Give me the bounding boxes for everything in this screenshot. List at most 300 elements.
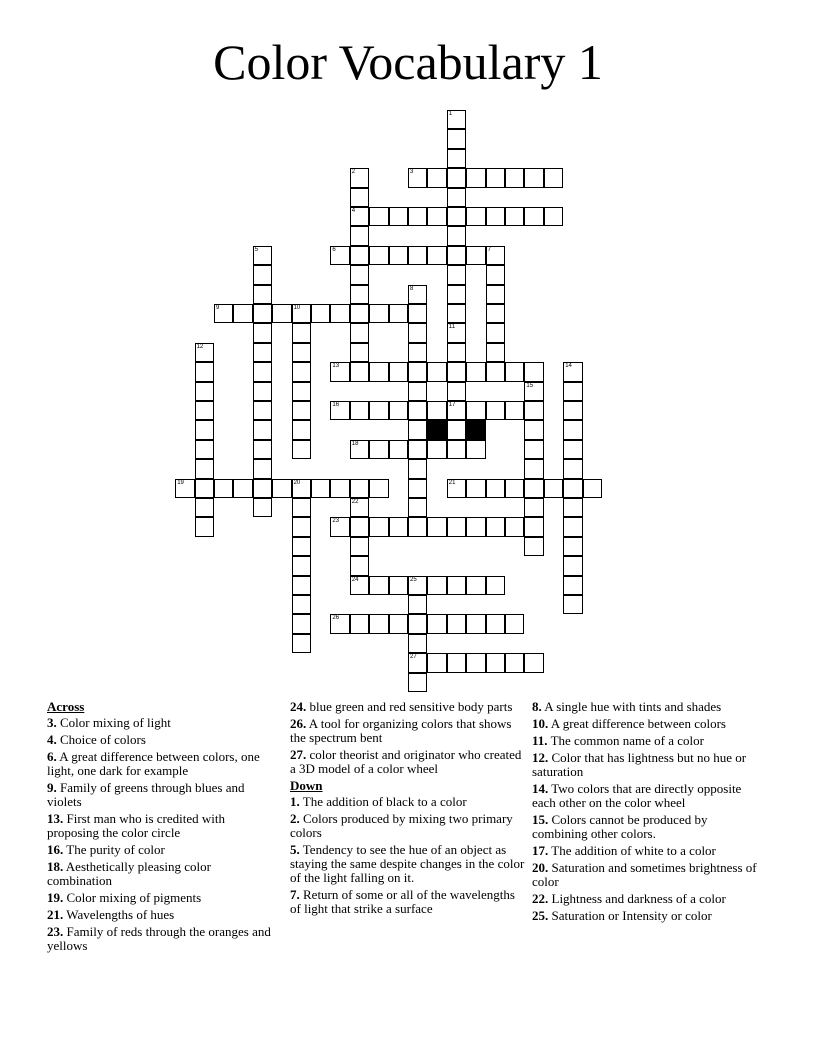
grid-cell[interactable] xyxy=(447,110,466,129)
grid-cell[interactable] xyxy=(563,556,582,575)
grid-cell[interactable] xyxy=(350,401,369,420)
grid-cell[interactable] xyxy=(524,401,543,420)
clue-text: The purity of color xyxy=(66,842,165,857)
grid-cell[interactable] xyxy=(175,479,194,498)
grid-cell[interactable] xyxy=(505,362,524,381)
grid-cell[interactable] xyxy=(253,479,272,498)
grid-cell[interactable] xyxy=(292,634,311,653)
clue-text: Choice of colors xyxy=(60,732,146,747)
grid-cell[interactable] xyxy=(195,382,214,401)
down-clue xyxy=(532,782,762,810)
clues-column-3 xyxy=(532,700,762,926)
grid-cell[interactable] xyxy=(253,246,272,265)
clue-number: 16 xyxy=(332,402,340,408)
grid-cell[interactable] xyxy=(563,401,582,420)
grid-cell[interactable] xyxy=(350,304,369,323)
grid-cell[interactable] xyxy=(350,556,369,575)
clue-text: A single hue with tints and shades xyxy=(544,699,722,714)
grid-cell[interactable] xyxy=(195,459,214,478)
across-clue xyxy=(47,860,275,888)
grid-cell[interactable] xyxy=(563,576,582,595)
clue-number: 6 xyxy=(332,246,336,253)
grid-cell[interactable] xyxy=(408,304,427,323)
grid-cell[interactable] xyxy=(408,673,427,692)
grid-cell[interactable] xyxy=(524,498,543,517)
grid-cell[interactable] xyxy=(253,343,272,362)
across-clue xyxy=(47,812,275,840)
grid-cell[interactable] xyxy=(524,420,543,439)
grid-cell[interactable] xyxy=(408,576,427,595)
grid-cell[interactable] xyxy=(583,479,602,498)
grid-cell[interactable] xyxy=(233,304,252,323)
grid-cell[interactable] xyxy=(195,440,214,459)
grid-cell[interactable] xyxy=(466,401,485,420)
grid-cell[interactable] xyxy=(563,382,582,401)
grid-cell[interactable] xyxy=(447,362,466,381)
clue-text: First man who is credited with proposing the color circle xyxy=(47,811,226,840)
grid-cell[interactable] xyxy=(292,362,311,381)
grid-cell[interactable] xyxy=(369,207,388,226)
grid-cell[interactable] xyxy=(369,246,388,265)
grid-cell[interactable] xyxy=(369,517,388,536)
grid-cell[interactable] xyxy=(369,362,388,381)
grid-cell[interactable] xyxy=(389,362,408,381)
clue-number: 3. xyxy=(47,715,57,730)
grid-cell[interactable] xyxy=(563,537,582,556)
grid-cell[interactable] xyxy=(524,459,543,478)
grid-cell[interactable] xyxy=(408,420,427,439)
across-heading: Across xyxy=(47,699,85,714)
clue-number: 19 xyxy=(177,479,184,486)
grid-cell[interactable] xyxy=(369,304,388,323)
down-clue xyxy=(532,717,762,731)
clue-number: 9. xyxy=(47,780,57,795)
grid-cell[interactable] xyxy=(427,517,446,536)
clue-number: 13. xyxy=(47,811,64,826)
clue-number: 4. xyxy=(47,732,57,747)
clue-number: 9 xyxy=(216,305,220,311)
grid-cell[interactable] xyxy=(524,653,543,672)
clue-number: 18. xyxy=(47,859,64,874)
clue-text: Aesthetically pleasing color combination xyxy=(47,859,211,888)
grid-cell[interactable] xyxy=(369,614,388,633)
grid-cell[interactable] xyxy=(427,653,446,672)
clue-number: 20. xyxy=(532,860,549,875)
grid-cell[interactable] xyxy=(524,362,543,381)
grid-cell[interactable] xyxy=(486,285,505,304)
grid-cell[interactable] xyxy=(505,207,524,226)
grid-cell[interactable] xyxy=(447,226,466,245)
clue-number: 22. xyxy=(532,891,549,906)
grid-cell[interactable] xyxy=(524,537,543,556)
across-clue xyxy=(290,748,526,776)
grid-cell[interactable] xyxy=(408,168,427,187)
grid-cell[interactable] xyxy=(369,440,388,459)
clue-number: 14 xyxy=(565,363,572,370)
grid-cell[interactable] xyxy=(195,401,214,420)
grid-cell[interactable] xyxy=(466,479,485,498)
grid-cell[interactable] xyxy=(253,498,272,517)
grid-cell[interactable] xyxy=(292,576,311,595)
grid-cell[interactable] xyxy=(389,440,408,459)
grid-cell[interactable] xyxy=(350,285,369,304)
grid-cell[interactable] xyxy=(447,517,466,536)
clue-number: 1 xyxy=(448,111,453,117)
grid-cell[interactable] xyxy=(350,246,369,265)
grid-cell[interactable] xyxy=(466,246,485,265)
grid-cell[interactable] xyxy=(389,304,408,323)
grid-cell[interactable] xyxy=(447,207,466,226)
grid-cell[interactable] xyxy=(524,479,543,498)
grid-cell[interactable] xyxy=(195,343,214,362)
grid-cell[interactable] xyxy=(505,517,524,536)
grid-cell[interactable] xyxy=(544,168,563,187)
clue-number: 10 xyxy=(293,305,301,311)
grid-cell[interactable] xyxy=(214,479,233,498)
grid-cell[interactable] xyxy=(253,401,272,420)
grid-cell[interactable] xyxy=(466,168,485,187)
grid-cell[interactable] xyxy=(350,479,369,498)
grid-cell[interactable] xyxy=(330,362,349,381)
grid-cell[interactable] xyxy=(253,459,272,478)
grid-cell[interactable] xyxy=(447,401,466,420)
clue-number: 11 xyxy=(448,324,456,331)
grid-cell[interactable] xyxy=(505,479,524,498)
grid-cell[interactable] xyxy=(350,343,369,362)
clue-number: 25 xyxy=(410,576,417,583)
across-clue xyxy=(47,891,275,905)
grid-cell[interactable] xyxy=(408,634,427,653)
clue-text: Colors cannot be produced by combining other colors. xyxy=(532,812,708,841)
grid-cell[interactable] xyxy=(292,343,311,362)
clue-number: 2 xyxy=(351,169,356,176)
clue-number: 12. xyxy=(532,750,549,765)
clue-text: Family of reds through the oranges and yellows xyxy=(47,924,271,953)
grid-cell[interactable] xyxy=(311,479,330,498)
grid-cell[interactable] xyxy=(253,440,272,459)
grid-cell[interactable] xyxy=(350,168,369,187)
grid-cell[interactable] xyxy=(350,207,369,226)
grid-cell[interactable] xyxy=(447,576,466,595)
grid-cell[interactable] xyxy=(292,401,311,420)
grid-cell[interactable] xyxy=(466,653,485,672)
grid-cell[interactable] xyxy=(408,459,427,478)
clue-number: 21 xyxy=(448,479,456,486)
clue-number: 16. xyxy=(47,842,64,857)
down-clue xyxy=(532,844,762,858)
clue-number: 8 xyxy=(410,285,414,292)
clue-number: 10. xyxy=(532,716,549,731)
grid-cell[interactable] xyxy=(408,285,427,304)
down-clue xyxy=(290,812,526,840)
grid-cell[interactable] xyxy=(350,323,369,342)
grid-cell[interactable] xyxy=(253,304,272,323)
grid-cell[interactable] xyxy=(330,614,349,633)
clue-number: 24 xyxy=(351,576,359,583)
grid-cell[interactable] xyxy=(486,343,505,362)
grid-cell[interactable] xyxy=(563,459,582,478)
grid-cell[interactable] xyxy=(563,362,582,381)
clue-number: 11. xyxy=(532,733,548,748)
clue-text: Lightness and darkness of a color xyxy=(551,891,726,906)
grid-cell[interactable] xyxy=(486,265,505,284)
grid-cell[interactable] xyxy=(350,537,369,556)
clue-text: A great difference between colors, one light, one dark for example xyxy=(47,749,260,778)
clue-text: Color that has lightness but no hue or saturation xyxy=(532,750,747,779)
grid-cell[interactable] xyxy=(505,168,524,187)
grid-cell[interactable] xyxy=(330,304,349,323)
grid-cell[interactable] xyxy=(447,168,466,187)
grid-cell[interactable] xyxy=(505,401,524,420)
grid-cell[interactable] xyxy=(427,440,446,459)
grid-cell[interactable] xyxy=(447,246,466,265)
grid-cell[interactable] xyxy=(447,440,466,459)
across-clue xyxy=(47,733,275,747)
grid-cell[interactable] xyxy=(408,517,427,536)
grid-cell[interactable] xyxy=(447,265,466,284)
grid-cell[interactable] xyxy=(427,401,446,420)
grid-cell[interactable] xyxy=(447,479,466,498)
grid-cell[interactable] xyxy=(447,285,466,304)
clue-number: 24. xyxy=(290,699,307,714)
clue-number: 8. xyxy=(532,699,542,714)
across-clue xyxy=(47,781,275,809)
grid-cell[interactable] xyxy=(486,246,505,265)
grid-cell[interactable] xyxy=(408,207,427,226)
grid-cell[interactable] xyxy=(350,362,369,381)
across-clue xyxy=(47,908,275,922)
grid-cell[interactable] xyxy=(544,207,563,226)
grid-cell[interactable] xyxy=(447,382,466,401)
grid-cell[interactable] xyxy=(369,401,388,420)
clue-number: 1. xyxy=(290,794,300,809)
clue-number: 22 xyxy=(351,499,359,505)
grid-cell[interactable] xyxy=(447,420,466,439)
grid-cell[interactable] xyxy=(447,614,466,633)
grid-cell[interactable] xyxy=(350,226,369,245)
down-clue xyxy=(532,909,762,923)
grid-cell[interactable] xyxy=(524,382,543,401)
grid-cell[interactable] xyxy=(253,420,272,439)
clues-column-1 xyxy=(47,700,275,956)
grid-cell[interactable] xyxy=(292,614,311,633)
grid-cell[interactable] xyxy=(408,614,427,633)
grid-cell[interactable] xyxy=(369,576,388,595)
grid-cell[interactable] xyxy=(524,517,543,536)
grid-cell[interactable] xyxy=(408,246,427,265)
grid-cell[interactable] xyxy=(427,168,446,187)
clue-number: 27 xyxy=(410,654,417,661)
grid-cell[interactable] xyxy=(486,323,505,342)
clue-number: 14. xyxy=(532,781,549,796)
grid-cell[interactable] xyxy=(486,479,505,498)
grid-cell[interactable] xyxy=(350,517,369,536)
grid-cell[interactable] xyxy=(447,653,466,672)
grid-cell[interactable] xyxy=(292,537,311,556)
grid-cell[interactable] xyxy=(466,576,485,595)
grid-cell[interactable] xyxy=(408,498,427,517)
clue-text: The addition of black to a color xyxy=(302,794,467,809)
grid-cell[interactable] xyxy=(330,246,349,265)
grid-cell[interactable] xyxy=(292,498,311,517)
grid-cell[interactable] xyxy=(486,207,505,226)
grid-cell[interactable] xyxy=(253,382,272,401)
grid-cell[interactable] xyxy=(350,614,369,633)
grid-cell[interactable] xyxy=(350,440,369,459)
grid-cell[interactable] xyxy=(447,343,466,362)
grid-cell[interactable] xyxy=(350,498,369,517)
grid-cell[interactable] xyxy=(524,168,543,187)
grid-cell[interactable] xyxy=(524,440,543,459)
grid-cell[interactable] xyxy=(408,479,427,498)
grid-cell[interactable] xyxy=(447,323,466,342)
grid-cell[interactable] xyxy=(195,420,214,439)
grid-cell[interactable] xyxy=(292,323,311,342)
grid-cell[interactable] xyxy=(408,362,427,381)
grid-cell[interactable] xyxy=(214,304,233,323)
grid-cell[interactable] xyxy=(195,498,214,517)
clue-text: color theorist and originator who created a 3D model of a color wheel xyxy=(290,747,522,776)
clue-text: Tendency to see the hue of an object as staying the same despite changes in the color of the light falling on it. xyxy=(290,842,525,885)
grid-cell[interactable] xyxy=(272,479,291,498)
clue-number: 3 xyxy=(410,169,414,176)
grid-cell[interactable] xyxy=(466,362,485,381)
grid-cell[interactable] xyxy=(563,440,582,459)
grid-cell[interactable] xyxy=(486,304,505,323)
grid-cell[interactable] xyxy=(486,576,505,595)
down-clue xyxy=(532,734,762,748)
grid-cell[interactable] xyxy=(563,479,582,498)
clue-number: 26 xyxy=(332,615,340,622)
grid-cell[interactable] xyxy=(389,207,408,226)
grid-cell[interactable] xyxy=(292,517,311,536)
grid-cell[interactable] xyxy=(427,362,446,381)
grid-cell[interactable] xyxy=(408,323,427,342)
grid-cell[interactable] xyxy=(408,343,427,362)
clue-text: The addition of white to a color xyxy=(551,843,716,858)
grid-cell[interactable] xyxy=(292,382,311,401)
grid-cell[interactable] xyxy=(195,479,214,498)
grid-cell[interactable] xyxy=(466,517,485,536)
grid-cell[interactable] xyxy=(292,595,311,614)
grid-cell[interactable] xyxy=(408,440,427,459)
grid-cell[interactable] xyxy=(292,440,311,459)
grid-cell[interactable] xyxy=(563,517,582,536)
grid-cell[interactable] xyxy=(389,614,408,633)
grid-cell[interactable] xyxy=(563,595,582,614)
clue-text: Return of some or all of the wavelengths of light that strike a surface xyxy=(290,887,515,916)
grid-cell[interactable] xyxy=(408,595,427,614)
clue-number: 23. xyxy=(47,924,64,939)
grid-cell[interactable] xyxy=(350,576,369,595)
grid-cell[interactable] xyxy=(486,614,505,633)
grid-cell[interactable] xyxy=(486,362,505,381)
grid-cell[interactable] xyxy=(486,653,505,672)
grid-cell[interactable] xyxy=(292,556,311,575)
grid-cell[interactable] xyxy=(563,498,582,517)
grid-cell[interactable] xyxy=(563,420,582,439)
clue-number: 13 xyxy=(332,363,340,370)
grid-cell[interactable] xyxy=(486,401,505,420)
grid-cell[interactable] xyxy=(350,188,369,207)
down-clue xyxy=(290,888,526,916)
down-clue xyxy=(532,751,762,779)
clue-number: 15 xyxy=(526,382,534,389)
grid-cell[interactable] xyxy=(253,323,272,342)
clue-number: 18 xyxy=(351,440,359,447)
grid-cell[interactable] xyxy=(389,401,408,420)
grid-cell[interactable] xyxy=(292,420,311,439)
grid-cell[interactable] xyxy=(292,479,311,498)
grid-cell[interactable] xyxy=(447,188,466,207)
grid-cell[interactable] xyxy=(195,517,214,536)
grid-cell[interactable] xyxy=(408,401,427,420)
grid-cell[interactable] xyxy=(544,479,563,498)
clue-text: Colors produced by mixing two primary colors xyxy=(290,811,513,840)
grid-cell[interactable] xyxy=(350,265,369,284)
grid-cell[interactable] xyxy=(408,653,427,672)
clue-number: 12 xyxy=(196,343,204,350)
clue-text: A great difference between colors xyxy=(550,716,726,731)
grid-cell[interactable] xyxy=(311,304,330,323)
grid-cell[interactable] xyxy=(447,129,466,148)
grid-cell[interactable] xyxy=(427,614,446,633)
clue-number: 4 xyxy=(351,208,356,214)
grid-cell[interactable] xyxy=(389,517,408,536)
grid-cell[interactable] xyxy=(253,362,272,381)
clue-number: 6. xyxy=(47,749,57,764)
grid-cell[interactable] xyxy=(466,440,485,459)
grid-cell[interactable] xyxy=(253,265,272,284)
clue-number: 7. xyxy=(290,887,300,902)
grid-cell[interactable] xyxy=(486,168,505,187)
grid-cell[interactable] xyxy=(253,285,272,304)
clues-column-2 xyxy=(290,700,526,919)
grid-cell[interactable] xyxy=(369,479,388,498)
clue-text: Saturation and sometimes brightness of color xyxy=(532,860,757,889)
across-clue xyxy=(47,716,275,730)
down-clue xyxy=(290,843,526,885)
grid-cell[interactable] xyxy=(427,576,446,595)
grid-cell[interactable] xyxy=(330,479,349,498)
grid-cell[interactable] xyxy=(427,246,446,265)
grid-cell[interactable] xyxy=(389,576,408,595)
clue-text: Wavelengths of hues xyxy=(66,907,175,922)
grid-cell[interactable] xyxy=(505,614,524,633)
grid-cell[interactable] xyxy=(272,304,291,323)
grid-cell[interactable] xyxy=(466,614,485,633)
grid-cell[interactable] xyxy=(427,207,446,226)
clue-text: Color mixing of pigments xyxy=(66,890,202,905)
grid-cell[interactable] xyxy=(389,246,408,265)
down-clue xyxy=(532,892,762,906)
grid-cell[interactable] xyxy=(330,517,349,536)
clue-number: 15. xyxy=(532,812,549,827)
grid-cell[interactable] xyxy=(466,207,485,226)
grid-cell[interactable] xyxy=(195,362,214,381)
grid-cell[interactable] xyxy=(330,401,349,420)
grid-cell[interactable] xyxy=(524,207,543,226)
blocked-cell xyxy=(427,420,446,439)
clue-text: Saturation or Intensity or color xyxy=(551,908,712,923)
grid-cell[interactable] xyxy=(486,517,505,536)
grid-cell[interactable] xyxy=(408,382,427,401)
grid-cell[interactable] xyxy=(447,304,466,323)
grid-cell[interactable] xyxy=(447,149,466,168)
grid-cell[interactable] xyxy=(292,304,311,323)
grid-cell[interactable] xyxy=(233,479,252,498)
grid-cell[interactable] xyxy=(505,653,524,672)
